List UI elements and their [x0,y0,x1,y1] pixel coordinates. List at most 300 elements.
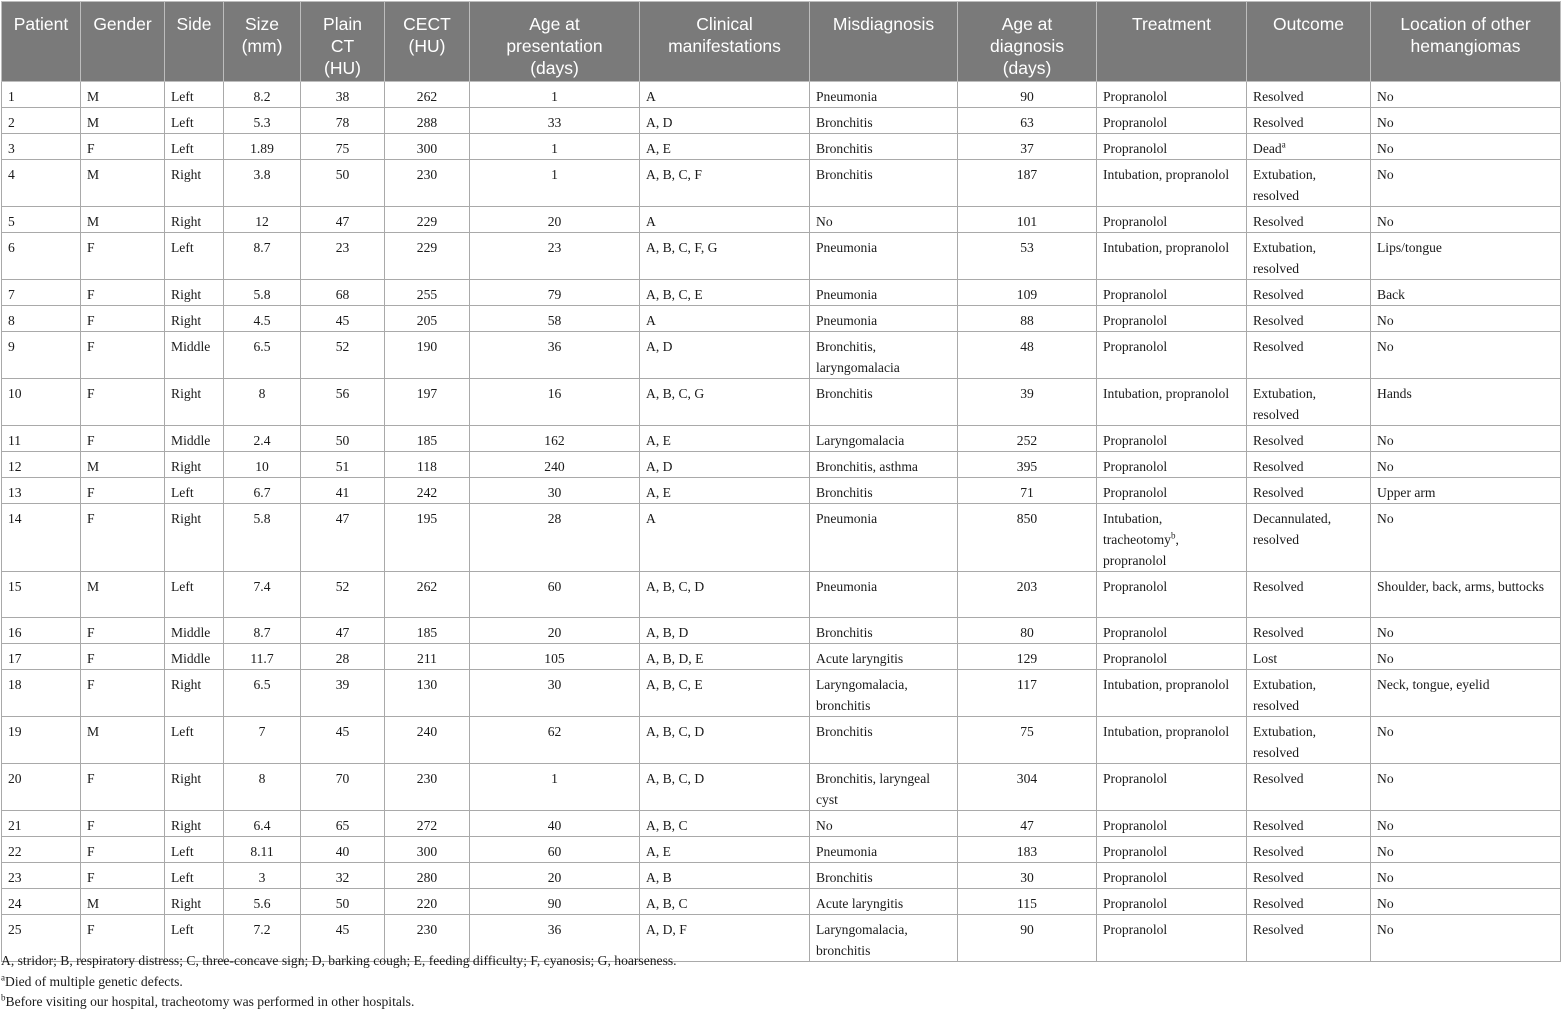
cell-text: F [87,625,95,640]
cell-text: No [1377,141,1394,156]
cell-size [224,618,301,644]
cell-plain-ct [301,160,385,207]
column-header-outcome [1247,2,1371,82]
cell-misdiagnosis [810,452,958,478]
cell-text: 90 [1020,922,1034,937]
cell-other-locations [1371,504,1561,572]
cell-other-locations [1371,915,1561,962]
column-header-line: diagnosis [990,36,1064,56]
cell-text: 5 [8,214,15,229]
cell-text: 20 [547,870,562,885]
cell-text: No [1377,89,1394,104]
cell-age-presentation [470,670,640,717]
cell-text: F [87,677,95,692]
cell-patient [2,618,81,644]
cell-treatment [1097,160,1247,207]
cell-misdiagnosis [810,108,958,134]
cell-treatment [1097,207,1247,233]
cell-misdiagnosis [810,379,958,426]
cell-text: 6.4 [253,818,271,833]
cell-text: 130 [416,677,438,692]
table-row [2,108,1561,134]
cell-text: 230 [416,167,438,182]
cell-age-presentation [470,618,640,644]
cell-text: F [87,844,95,859]
cell-text: 28 [335,651,350,666]
cell-clinical [640,332,810,379]
cell-plain-ct [301,837,385,863]
cell-outcome [1247,837,1371,863]
column-header-line: Gender [93,14,152,34]
cell-text: Right [171,896,202,911]
cell-text: 197 [416,386,438,401]
cell-text: Propranolol [1103,141,1168,156]
cell-outcome [1247,207,1371,233]
cell-text: Middle [171,339,211,354]
cell-size [224,764,301,811]
cell-other-locations [1371,811,1561,837]
cell-text: No [1377,896,1394,911]
cell-text: 12 [8,459,22,474]
cell-text: A, D [646,115,673,130]
cell-text: 47 [1020,818,1034,833]
cell-age-presentation [470,426,640,452]
cell-text: Extubation, resolved [1253,724,1317,760]
cell-text: 1 [551,89,558,104]
cell-text: A, B, C, G [646,386,705,401]
cell-misdiagnosis [810,837,958,863]
cell-text: 105 [544,651,565,666]
cell-patient [2,379,81,426]
cell-patient [2,811,81,837]
cell-text: M [87,115,100,130]
cell-side [165,670,224,717]
cell-plain-ct [301,618,385,644]
cell-text: 39 [1020,386,1034,401]
cell-text: Laryngomalacia, bronchitis [816,677,908,713]
cell-plain-ct [301,134,385,160]
cell-other-locations [1371,108,1561,134]
cell-side [165,452,224,478]
cell-text: 242 [416,485,438,500]
cell-text: 60 [547,844,562,859]
cell-text: Extubation, resolved [1253,386,1317,422]
cell-text: Bronchitis [816,141,873,156]
cell-text: Acute laryngitis [816,651,904,666]
cell-text: No [1377,433,1394,448]
cell-clinical [640,717,810,764]
cell-age-diagnosis [958,915,1097,962]
cell-text: Pneumonia [816,89,878,104]
cell-text: 75 [335,141,350,156]
cell-gender [81,280,165,306]
cell-text: F [87,485,95,500]
cell-text: 52 [335,339,350,354]
cell-gender [81,504,165,572]
cell-text: Propranolol [1103,287,1168,302]
cell-text: 56 [335,386,350,401]
cell-age-diagnosis [958,426,1097,452]
cell-text: 39 [335,677,350,692]
cell-side [165,108,224,134]
cell-text: No [1377,870,1394,885]
cell-side [165,478,224,504]
cell-text: Lips/tongue [1377,240,1442,255]
cell-text: A, B, D [646,625,689,640]
cell-text: 3 [8,141,15,156]
table-row [2,618,1561,644]
cell-gender [81,134,165,160]
cell-text: A, B, C, D [646,771,705,786]
cell-size [224,478,301,504]
cell-text: 11 [8,433,22,448]
cell-text: Propranolol [1103,651,1168,666]
cell-text: 23 [547,240,562,255]
cell-text: 12 [255,214,269,229]
cell-text: 40 [335,844,350,859]
cell-patient [2,108,81,134]
cell-text: No [1377,339,1394,354]
cell-text: 7.2 [253,922,271,937]
cell-patient [2,233,81,280]
cell-treatment [1097,644,1247,670]
cell-text: Resolved [1253,459,1304,474]
table-row [2,280,1561,306]
table-row [2,379,1561,426]
cell-age-diagnosis [958,811,1097,837]
cell-text: Propranolol [1103,625,1168,640]
cell-cect [385,572,470,618]
cell-text: Left [171,870,194,885]
cell-misdiagnosis [810,134,958,160]
cell-age-diagnosis [958,108,1097,134]
cell-text: Pneumonia [816,287,878,302]
cell-plain-ct [301,889,385,915]
cell-text: Resolved [1253,771,1304,786]
footnote-marker: b [1170,530,1176,541]
cell-text: 162 [544,433,565,448]
cell-text: Back [1377,287,1405,302]
cell-other-locations [1371,332,1561,379]
column-header-plain-ct [301,2,385,82]
column-header-other-locations [1371,2,1561,82]
cell-cect [385,280,470,306]
cell-cect [385,618,470,644]
cell-treatment [1097,426,1247,452]
cell-text: 47 [335,511,350,526]
cell-patient [2,306,81,332]
cell-size [224,426,301,452]
cell-age-diagnosis [958,332,1097,379]
cell-age-presentation [470,306,640,332]
cell-age-presentation [470,160,640,207]
cell-other-locations [1371,160,1561,207]
cell-text: No [1377,844,1394,859]
cell-misdiagnosis [810,572,958,618]
footnote-b-marker: b [1,992,6,1003]
cell-side [165,426,224,452]
cell-text: 7 [8,287,15,302]
cell-age-presentation [470,837,640,863]
cell-size [224,233,301,280]
table-row [2,837,1561,863]
cell-size [224,332,301,379]
cell-patient [2,426,81,452]
cell-text: Propranolol [1103,459,1168,474]
cell-outcome [1247,644,1371,670]
cell-text: 3.8 [253,167,271,182]
cell-treatment [1097,618,1247,644]
cell-text: 19 [8,724,22,739]
cell-other-locations [1371,280,1561,306]
column-header-line: (days) [530,58,579,78]
cell-text: 205 [416,313,438,328]
cell-text: 262 [416,89,438,104]
cell-plain-ct [301,426,385,452]
column-header-line: hemangiomas [1410,36,1521,56]
cell-text: Left [171,115,194,130]
cell-cect [385,82,470,108]
table-row [2,889,1561,915]
cell-text: F [87,818,95,833]
cell-outcome [1247,504,1371,572]
cell-outcome [1247,306,1371,332]
cell-text: 2 [8,115,15,130]
cell-age-presentation [470,717,640,764]
cell-plain-ct [301,306,385,332]
cell-patient [2,837,81,863]
cell-text: 203 [1016,579,1038,594]
cell-text: 30 [1020,870,1034,885]
cell-text: Intubation, propranolol [1103,386,1230,401]
cell-text: A [646,511,656,526]
cell-other-locations [1371,452,1561,478]
cell-text: 40 [547,818,562,833]
cell-text: 25 [8,922,22,937]
cell-cect [385,478,470,504]
table-row [2,160,1561,207]
cell-text: A, E [646,141,671,156]
column-header-line: (mm) [241,36,283,56]
cell-text: 28 [547,511,562,526]
cell-treatment [1097,452,1247,478]
cell-age-presentation [470,82,640,108]
cell-outcome [1247,332,1371,379]
column-header-misdiagnosis [810,2,958,82]
cell-text: 240 [544,459,565,474]
cell-gender [81,837,165,863]
cell-age-diagnosis [958,889,1097,915]
cell-clinical [640,837,810,863]
cell-text: A, B, C, F, G [646,240,718,255]
cell-text: 90 [1020,89,1034,104]
cell-text: 118 [417,459,437,474]
cell-text: Resolved [1253,214,1304,229]
cell-text: 300 [416,844,438,859]
cell-misdiagnosis [810,478,958,504]
cell-cect [385,160,470,207]
cell-text: No [1377,511,1394,526]
cell-clinical [640,134,810,160]
cell-outcome [1247,717,1371,764]
cell-text: 65 [335,818,350,833]
footnote-a-text: Died of multiple genetic defects. [5,973,183,989]
cell-outcome [1247,82,1371,108]
cell-text: 211 [417,651,437,666]
cell-cect [385,717,470,764]
cell-text: 117 [1017,677,1037,692]
cell-text: Propranolol [1103,579,1168,594]
cell-text: Upper arm [1377,485,1436,500]
cell-side [165,572,224,618]
cell-size [224,717,301,764]
cell-text: 187 [1016,167,1038,182]
cell-treatment [1097,504,1247,572]
cell-text: Intubation, propranolol [1103,240,1230,255]
cell-text: A, E [646,844,671,859]
cell-text: 115 [1017,896,1037,911]
cell-outcome [1247,280,1371,306]
cell-text: A, B, C, E [646,287,703,302]
cell-text: Middle [171,651,211,666]
cell-clinical [640,379,810,426]
cell-plain-ct [301,478,385,504]
cell-text: 58 [547,313,562,328]
cell-text: Left [171,922,194,937]
cell-text: Propranolol [1103,771,1168,786]
cell-treatment [1097,915,1247,962]
cell-text: 80 [1020,625,1034,640]
cell-clinical [640,644,810,670]
cell-text: 48 [1020,339,1034,354]
cell-text: F [87,287,95,302]
cell-text: F [87,386,95,401]
cell-age-diagnosis [958,863,1097,889]
cell-text: 23 [335,240,350,255]
cell-text: Bronchitis [816,115,873,130]
column-header-line: Misdiagnosis [832,14,935,34]
cell-text: 6.5 [253,339,271,354]
table-row [2,332,1561,379]
cell-text: 47 [335,214,350,229]
cell-text: 45 [335,922,350,937]
cell-text: 45 [335,724,350,739]
cell-outcome [1247,160,1371,207]
column-header-cect [385,2,470,82]
cell-cect [385,134,470,160]
cell-text: 395 [1016,459,1038,474]
table-row [2,134,1561,160]
column-header-line: CECT [403,14,451,34]
cell-misdiagnosis [810,233,958,280]
cell-text: 1 [8,89,15,104]
cell-side [165,837,224,863]
cell-age-presentation [470,207,640,233]
cell-text: Intubation, propranolol [1103,167,1230,182]
cell-text: Propranolol [1103,896,1168,911]
cell-text: 75 [1020,724,1034,739]
cell-outcome [1247,452,1371,478]
cell-text: Right [171,459,202,474]
cell-text: Pneumonia [816,579,878,594]
cell-text: 8 [258,771,266,786]
cell-text: Propranolol [1103,339,1168,354]
column-header-line: Age at [1001,14,1053,34]
cell-clinical [640,863,810,889]
cell-misdiagnosis [810,82,958,108]
cell-clinical [640,504,810,572]
cell-text: 17 [8,651,22,666]
cell-age-presentation [470,478,640,504]
cell-clinical [640,478,810,504]
cell-treatment [1097,233,1247,280]
cell-age-presentation [470,452,640,478]
cell-outcome [1247,134,1371,160]
cell-text: No [1377,724,1394,739]
cell-size [224,889,301,915]
table-row [2,478,1561,504]
cell-gender [81,332,165,379]
footnote-marker: a [1281,139,1286,150]
cell-text: Resolved [1253,579,1304,594]
cell-text: F [87,771,95,786]
cell-text: 6.7 [253,485,271,500]
cell-text: 71 [1020,485,1034,500]
cell-text: F [87,141,95,156]
cell-size [224,863,301,889]
table-row [2,452,1561,478]
cell-text: A [646,89,656,104]
cell-text: Resolved [1253,287,1304,302]
cell-age-diagnosis [958,280,1097,306]
cell-cect [385,452,470,478]
cell-text: Left [171,141,194,156]
cell-age-diagnosis [958,134,1097,160]
cell-text: Neck, tongue, eyelid [1377,677,1490,692]
cell-text: Resolved [1253,89,1304,104]
cell-patient [2,280,81,306]
cell-plain-ct [301,82,385,108]
cell-text: 7 [258,724,266,739]
cell-text: 262 [416,579,438,594]
cell-text: No [1377,818,1394,833]
cell-text: 70 [335,771,350,786]
cell-treatment [1097,811,1247,837]
cell-text: 8.11 [250,844,274,859]
cell-text: Propranolol [1103,115,1168,130]
column-header-clinical [640,2,810,82]
cell-side [165,618,224,644]
cell-text: 5.8 [253,511,271,526]
cell-text: 1.89 [250,141,274,156]
cell-text: 16 [8,625,22,640]
cell-text: Extubation, resolved [1253,677,1317,713]
column-header-line: Plain [323,14,362,34]
cell-text: 53 [1020,240,1034,255]
cell-other-locations [1371,233,1561,280]
column-header-age-diagnosis [958,2,1097,82]
cell-text: 20 [547,625,562,640]
cell-text: 88 [1020,313,1034,328]
cell-clinical [640,207,810,233]
cell-other-locations [1371,134,1561,160]
cell-size [224,134,301,160]
cell-text: Hands [1377,386,1412,401]
cell-text: A, B, C, D [646,579,705,594]
cell-gender [81,233,165,280]
cell-text: 4 [8,167,15,182]
cell-misdiagnosis [810,504,958,572]
